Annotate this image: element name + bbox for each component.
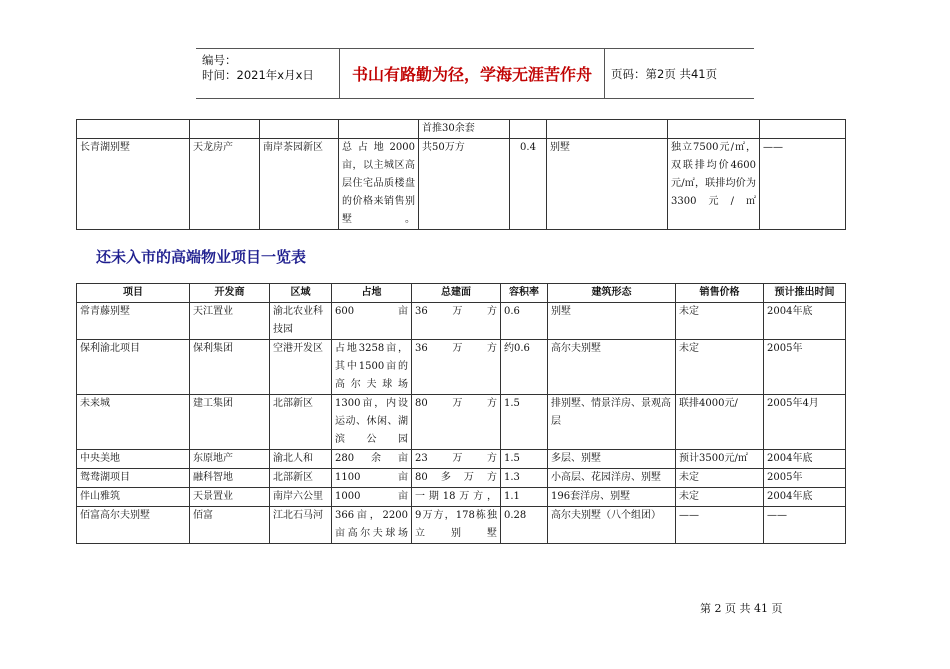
table-cell: 伴山雅筑 [77,488,190,507]
table-cell: 排别墅、情景洋房、景观高层 [548,395,676,450]
table-cell: 2004年底 [764,303,846,340]
table-cell: 北部新区 [270,395,332,450]
table-cell: 常青藤别墅 [77,303,190,340]
table-cell [668,120,760,139]
col-header-form: 建筑形态 [548,284,676,303]
col-header-far: 容积率 [501,284,548,303]
col-header-project: 项目 [77,284,190,303]
table-cell: 1000亩 [332,488,412,507]
table-cell: 1100亩 [332,469,412,488]
table-cell: 36万方 [412,303,501,340]
table-cell: 鸳鸯湖项目 [77,469,190,488]
table-cell: 未来城 [77,395,190,450]
top-table [76,119,846,230]
table-row [77,469,846,488]
table-cell: 一期18万方， [412,488,501,507]
table-cell: 佰富高尔夫别墅 [77,507,190,544]
table-row [77,488,846,507]
table-cell: 别墅 [548,303,676,340]
table-cell: 高尔夫别墅（八个组团） [548,507,676,544]
table-cell: 9万方，178栋独立别墅 [412,507,501,544]
table-cell [260,120,339,139]
table-cell: 1.5 [501,450,548,469]
table-cell: 长青湖别墅 [77,139,190,230]
upcoming-projects-table [76,283,846,544]
table-cell: —— [760,139,846,230]
table-row [77,340,846,395]
table-cell: —— [676,507,764,544]
table-cell: 600亩 [332,303,412,340]
table-cell: 独立7500元/㎡，双联排均价4600元/㎡，联排均价为3300元/㎡ [668,139,760,230]
table-cell: 未定 [676,340,764,395]
table-cell: 中央美地 [77,450,190,469]
table-cell: 0.28 [501,507,548,544]
col-header-launch: 预计推出时间 [764,284,846,303]
table-cell: 空港开发区 [270,340,332,395]
table-cell [190,120,260,139]
table-cell: 江北石马河 [270,507,332,544]
col-header-building: 总建面 [412,284,501,303]
table-cell: —— [764,507,846,544]
table-cell: 80万方 [412,395,501,450]
col-header-price: 销售价格 [676,284,764,303]
table-row [77,303,846,340]
table-cell: 约0.6 [501,340,548,395]
number-label: 编号： [202,53,237,67]
table-cell: 联排4000元/ [676,395,764,450]
table-cell: 2004年底 [764,488,846,507]
table-cell: 天景置业 [190,488,270,507]
table-cell: 首推30余套 [419,120,510,139]
table-cell: 36万方 [412,340,501,395]
time-label: 时间：2021年x月x日 [202,68,314,82]
header-slogan: 书山有路勤为径，学海无涯苦作舟 [340,49,605,98]
col-header-area: 区域 [270,284,332,303]
table-cell [77,120,190,139]
table-cell: 别墅 [547,139,668,230]
table-cell: 未定 [676,469,764,488]
table-cell: 建工集团 [190,395,270,450]
table-cell: 南岸六公里 [270,488,332,507]
table-row [77,507,846,544]
section-title: 还未入市的高端物业项目一览表 [96,248,307,266]
table-cell [760,120,846,139]
table-header-row [77,284,846,303]
table-cell: 1.3 [501,469,548,488]
table-cell [547,120,668,139]
table-cell: 佰富 [190,507,270,544]
table-cell: 2005年 [764,469,846,488]
table-cell: 280余亩 [332,450,412,469]
table-cell: 天江置业 [190,303,270,340]
table-cell: 共50万方 [419,139,510,230]
page-footer: 第 2 页 共 41 页 [700,602,783,615]
table-row [77,450,846,469]
table-cell: 80多万方 [412,469,501,488]
table-cell: 小高层、花园洋房、别墅 [548,469,676,488]
table-cell: 0.4 [510,139,547,230]
table-cell: 未定 [676,303,764,340]
table-cell: 天龙房产 [190,139,260,230]
table-cell: 保利渝北项目 [77,340,190,395]
table-cell [510,120,547,139]
table-cell: 总占地2000亩，以主城区高层住宅品质楼盘的价格来销售别墅。 [339,139,419,230]
table-cell: 南岸茶园新区 [260,139,339,230]
table-cell: 多层、别墅 [548,450,676,469]
col-header-land: 占地 [332,284,412,303]
table-cell: 2005年4月 [764,395,846,450]
table-cell: 1300亩，内设运动、休闲、湖滨公园 [332,395,412,450]
table-cell: 融科智地 [190,469,270,488]
table-cell: 1.1 [501,488,548,507]
table-cell: 渝北人和 [270,450,332,469]
table-cell: 366亩，2200亩高尔夫球场 [332,507,412,544]
table-cell: 未定 [676,488,764,507]
table-cell: 2005年 [764,340,846,395]
col-header-developer: 开发商 [190,284,270,303]
table-cell: 北部新区 [270,469,332,488]
table-cell: 预计3500元/㎡ [676,450,764,469]
table-cell: 1.5 [501,395,548,450]
header-meta [196,49,340,98]
table-cell [339,120,419,139]
table-row [77,395,846,450]
table-cell: 渝北农业科技园 [270,303,332,340]
table-cell: 保利集团 [190,340,270,395]
table-row [77,139,846,230]
page-header [196,48,754,99]
table-cell: 0.6 [501,303,548,340]
table-cell: 高尔夫别墅 [548,340,676,395]
header-page-label: 页码：第2页 共41页 [611,66,718,81]
table-cell: 196套洋房、别墅 [548,488,676,507]
table-body [77,303,846,544]
table-cell: 占地3258亩，其中1500亩的高尔夫球场 [332,340,412,395]
table-cell: 东原地产 [190,450,270,469]
table-row [77,120,846,139]
table-cell: 2004年底 [764,450,846,469]
table-cell: 23万方 [412,450,501,469]
